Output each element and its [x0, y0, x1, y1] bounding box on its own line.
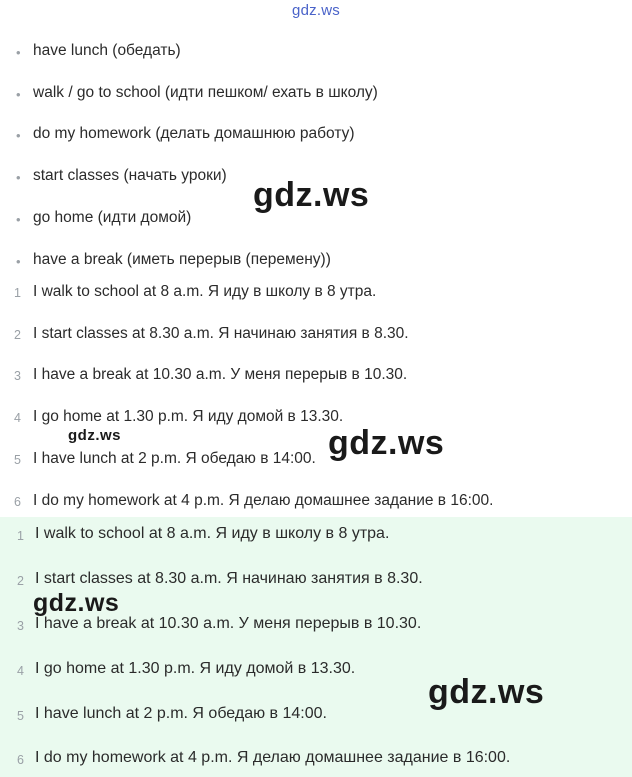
item-number: 2 — [14, 328, 21, 342]
item-text: I do my homework at 4 p.m. Я делаю домашнее задание в 16:00. — [33, 492, 494, 509]
item-number: 3 — [17, 619, 24, 633]
item-text: I walk to school at 8 a.m. Я иду в школу в 8 утра. — [35, 525, 390, 542]
watermark: gdz.ws — [253, 176, 370, 214]
item-text: I go home at 1.30 p.m. Я иду домой в 13.30. — [35, 660, 356, 677]
watermark: gdz.ws — [68, 427, 122, 444]
item-number: 4 — [14, 411, 21, 425]
watermark: gdz.ws — [428, 673, 545, 711]
bullet-dot-icon: • — [16, 87, 21, 102]
bullet-dot-icon: • — [16, 45, 21, 60]
list-item-text: start classes (начать уроки) — [33, 167, 227, 184]
item-number: 1 — [14, 286, 21, 300]
list-item-text: go home (идти домой) — [33, 209, 192, 226]
bullet-dot-icon: • — [16, 212, 21, 227]
item-text: I have a break at 10.30 a.m. У меня перерыв в 10.30. — [33, 366, 408, 383]
list-item-text: have lunch (обедать) — [33, 42, 181, 59]
item-number: 6 — [14, 495, 21, 509]
site-mark-header: gdz.ws — [292, 2, 340, 19]
item-number: 5 — [14, 453, 21, 467]
item-text: I have lunch at 2 p.m. Я обедаю в 14:00. — [33, 450, 316, 467]
item-number: 6 — [17, 753, 24, 767]
answer-panel — [0, 517, 632, 777]
bullet-dot-icon: • — [16, 128, 21, 143]
watermark: gdz.ws — [33, 589, 120, 617]
bullet-dot-icon: • — [16, 254, 21, 269]
item-number: 5 — [17, 709, 24, 723]
item-text: I walk to school at 8 a.m. Я иду в школу в 8 утра. — [33, 283, 377, 300]
list-item-text: have a break (иметь перерыв (перемену)) — [33, 251, 331, 268]
item-text: I go home at 1.30 p.m. Я иду домой в 13.30. — [33, 408, 344, 425]
item-text: I do my homework at 4 p.m. Я делаю домашнее задание в 16:00. — [35, 749, 511, 766]
item-text: I start classes at 8.30 a.m. Я начинаю занятия в 8.30. — [33, 325, 409, 342]
item-text: I start classes at 8.30 a.m. Я начинаю занятия в 8.30. — [35, 570, 423, 587]
item-text: I have a break at 10.30 a.m. У меня перерыв в 10.30. — [35, 615, 422, 632]
list-item-text: do my homework (делать домашнюю работу) — [33, 125, 355, 142]
watermark: gdz.ws — [328, 424, 445, 462]
item-text: I have lunch at 2 p.m. Я обедаю в 14:00. — [35, 705, 327, 722]
item-number: 1 — [17, 529, 24, 543]
item-number: 3 — [14, 369, 21, 383]
item-number: 2 — [17, 574, 24, 588]
list-item-text: walk / go to school (идти пешком/ ехать в школу) — [33, 84, 378, 101]
bullet-dot-icon: • — [16, 170, 21, 185]
item-number: 4 — [17, 664, 24, 678]
